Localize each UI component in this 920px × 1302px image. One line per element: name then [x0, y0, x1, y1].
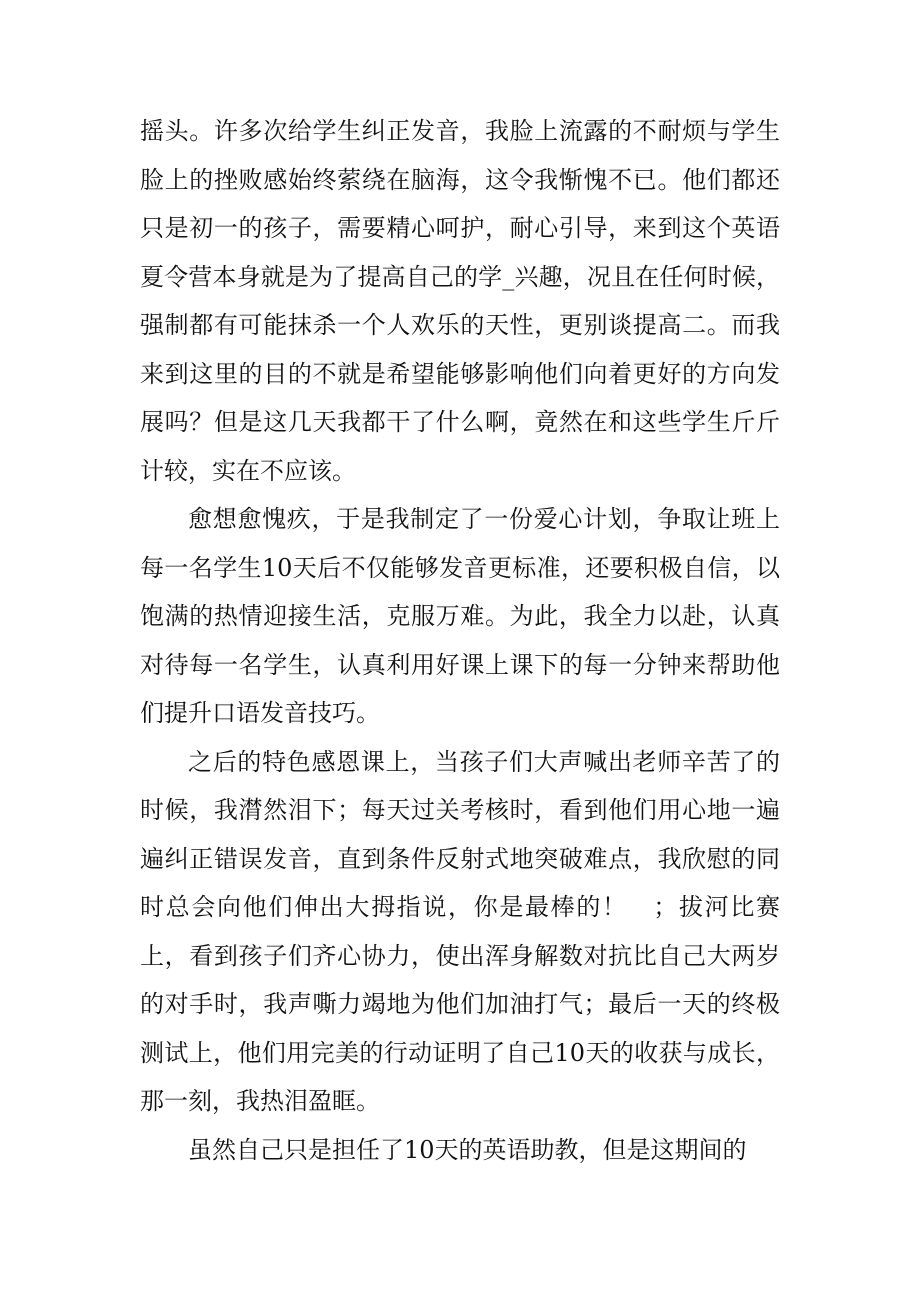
paragraph-assistant-teacher: 虽然自己只是担任了10天的英语助教，但是这期间的 — [188, 1135, 747, 1164]
document-body — [140, 107, 780, 1174]
paragraph-continuation: 摇头。许多次给学生纠正发音，我脸上流露的不耐烦与学生脸上的挫败感始终萦绕在脑海，这令我惭愧不已。他们都还只是初一的孩子，需要精心呵护，耐心引导，来到这个英语夏令营本身就是为了提高自己的学_兴趣，况且在任何时候，强制都有可能抹杀一个人欢乐的天性，更别谈提高二。而我来到这里的目的不就是希望能够影响他们向着更好的方向发展吗？但是这几天我都干了什么啊，竟然在和这些学生斤斤计较，实在不应该。 — [140, 117, 780, 485]
paragraph-love-plan: 愈想愈愧疚，于是我制定了一份爱心计划，争取让班上每一名学生10天后不仅能够发音更标准，还要积极自信，以饱满的热情迎接生活，克服万难。为此，我全力以赴，认真对待每一名学生，认真利用好课上课下的每一分钟来帮助他们提升口语发音技巧。 — [140, 505, 780, 727]
paragraph-gratitude-class: 之后的特色感恩课上，当孩子们大声喊出老师辛苦了的时候，我潸然泪下；每天过关考核时，看到他们用心地一遍遍纠正错误发音，直到条件反射式地突破难点，我欣慰的同时总会向他们伸出大拇指说，你是最棒的！ ；拔河比赛上，看到孩子们齐心协力，使出浑身解数对抗比自己大两岁的对手时，我声嘶力竭地为他们加油打气；最后一天的终极测试上，他们用完美的行动证明了自己10天的收获与成长，那一刻，我热泪盈眶。 — [140, 747, 780, 1115]
